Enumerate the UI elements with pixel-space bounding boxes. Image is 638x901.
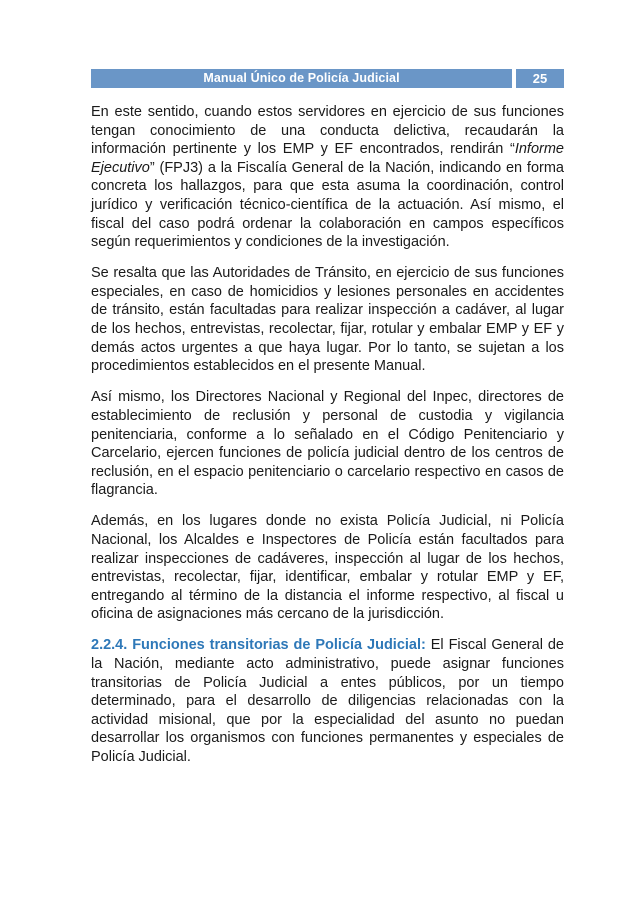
paragraph-4: Además, en los lugares donde no exista Policía Judicial, ni Policía Nacional, los Alcaldes e Inspectores de Policía están facultados para realizar inspecciones de cadáveres, inspección al lugar de los hechos, entrevistas, recolectar, fijar, identificar, embalar y rotular EMP y EF, entregando al término de la distancia el informe respectivo, al fiscal u oficina de asignaciones más cercano de la jurisdicción. xyxy=(91,513,564,623)
paragraph-3: Así mismo, los Directores Nacional y Regional del Inpec, directores de establecimiento de reclusión y personal de custodia y vigilancia penitenciaria, conforme a lo señalado en el Código Penitenciario y Carcelario, ejercen funciones de policía judicial dentro de los centros de reclusión, en el espacio penitenciario o carcelario respectivo en casos de flagrancia. xyxy=(91,389,564,499)
running-header xyxy=(91,69,564,88)
paragraph-1-italic: Informe Ejecutivo xyxy=(91,141,564,176)
section-heading: 2.2.4. Funciones transitorias de Policía Judicial: xyxy=(91,637,426,654)
paragraph-5-text: El Fiscal General de la Nación, mediante acto administrativo, puede asignar funciones transitorias de Policía Judicial a entes públicos, por un tiempo determinado, para el desarrollo de diligencias relacionadas con la actividad misional, que por la especialidad del asunto no puedan desarrollar los organismos con funciones permanentes y especiales de Policía Judicial. xyxy=(91,637,564,765)
paragraph-2: Se resalta que las Autoridades de Tránsito, en ejercicio de sus funciones especiales, en caso de homicidios y lesiones personales en accidentes de tránsito, están facultadas para realizar inspección a cadáver, al lugar de los hechos, entrevistas, recolectar, fijar, rotular y embalar EMP y EF y demás actos urgentes a que haya lugar. Por lo tanto, se sujetan a los procedimientos establecidos en el presente Manual. xyxy=(91,265,564,375)
page-body xyxy=(91,103,564,779)
paragraph-1-text-b: ” (FPJ3) a la Fiscalía General de la Nación, indicando en forma concreta los hallazgos, para que esta asuma la coordinación, control jurídico y verificación técnico-científica de la actuación. Así mismo, el fiscal del caso podrá ordenar la colaboración en campos específicos según requerimientos y condiciones de la investigación. xyxy=(91,159,564,251)
page-number: 25 xyxy=(516,69,564,88)
paragraph-5 xyxy=(91,636,564,766)
paragraph-1 xyxy=(91,103,564,252)
paragraph-1-text-a: En este sentido, cuando estos servidores en ejercicio de sus funciones tengan conocimiento de una conducta delictiva, recaudarán la información pertinente y los EMP y EF encontrados, rendirán “ xyxy=(91,104,564,158)
header-title: Manual Único de Policía Judicial xyxy=(91,69,512,88)
